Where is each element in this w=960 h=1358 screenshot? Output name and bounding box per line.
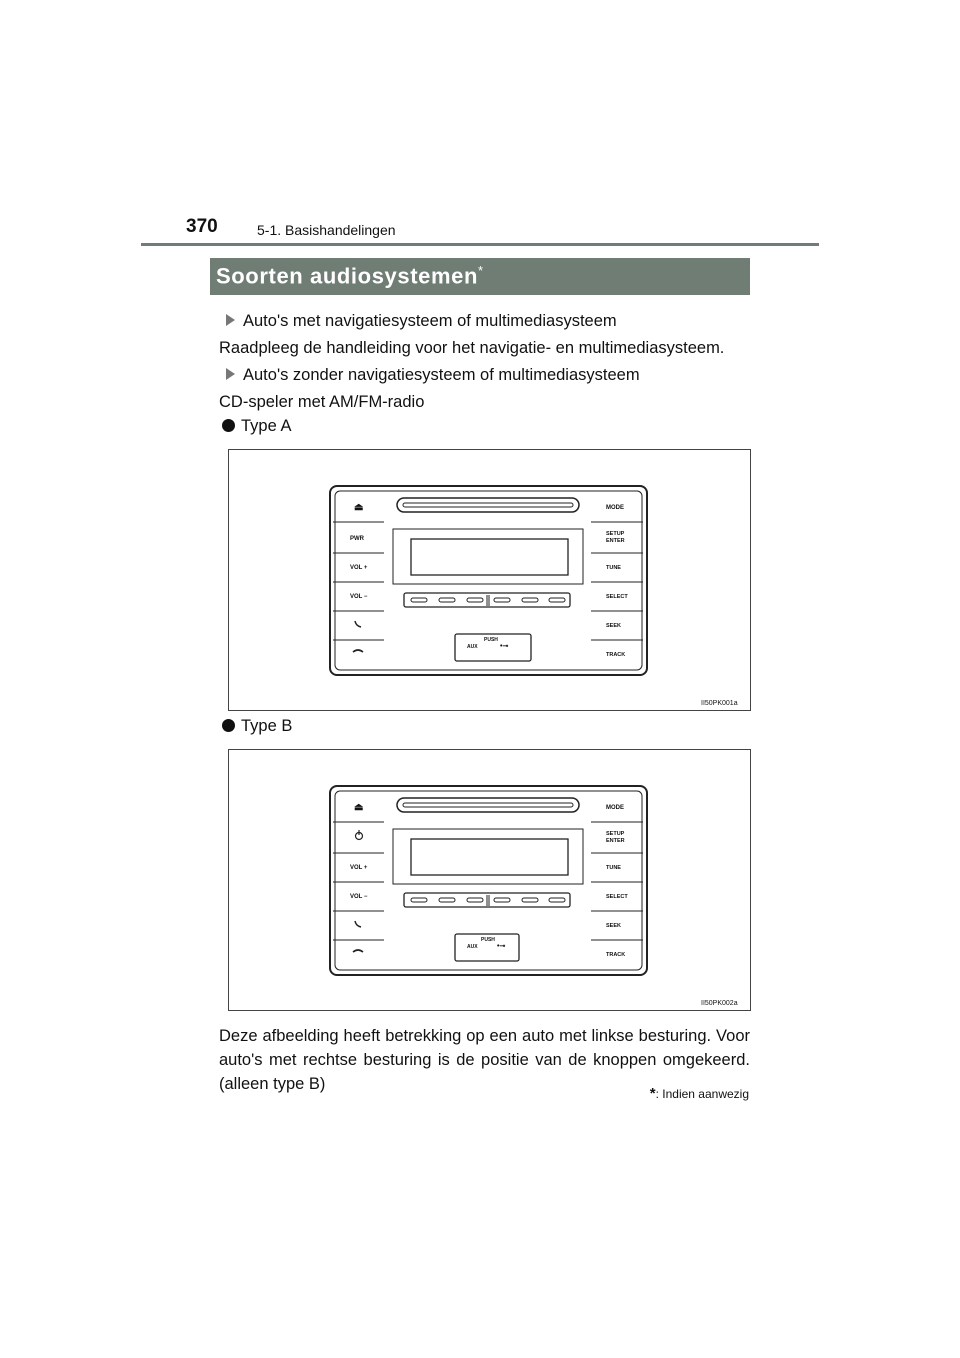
svg-text:TRACK: TRACK bbox=[606, 952, 626, 958]
power-icon bbox=[356, 830, 363, 840]
type-a-heading: Type A bbox=[222, 417, 291, 436]
radio-panel-type-b bbox=[229, 750, 750, 1010]
steering-note: Deze afbeelding heeft betrekking op een auto met linkse besturing. Voor auto's met rechtse besturing is de positie van de knoppen omgekeerd. (alleen type B) bbox=[219, 1027, 750, 1093]
pwr-label: PWR bbox=[350, 536, 364, 542]
nav-with-text: Raadpleeg de handleiding voor het navigatie- en multimediasysteem. bbox=[219, 339, 725, 357]
svg-text:AUX: AUX bbox=[467, 644, 478, 650]
svg-text:ENTER: ENTER bbox=[606, 838, 625, 844]
figure-type-a bbox=[228, 449, 751, 711]
svg-text:ENTER: ENTER bbox=[606, 538, 625, 544]
asterisk-marker: * bbox=[478, 263, 484, 278]
figure-code: II50PK002a bbox=[701, 1000, 738, 1007]
header-rule bbox=[141, 243, 819, 246]
vol-up-label: VOL + bbox=[350, 565, 368, 571]
svg-text:AUX: AUX bbox=[467, 944, 478, 950]
svg-text:SEEK: SEEK bbox=[606, 923, 621, 929]
svg-text:PUSH: PUSH bbox=[484, 637, 498, 643]
svg-text:SELECT: SELECT bbox=[606, 594, 628, 600]
phone-call-icon bbox=[355, 921, 361, 927]
section-title-bar bbox=[210, 258, 750, 295]
section-label: 5-1. Basishandelingen bbox=[257, 222, 396, 238]
svg-text:MODE: MODE bbox=[606, 805, 624, 811]
phone-call-icon bbox=[355, 621, 361, 627]
bullet-nav-without: Auto's zonder navigatiesysteem of multimediasysteem bbox=[226, 366, 640, 385]
page-number: 370 bbox=[186, 216, 218, 237]
svg-text:SELECT: SELECT bbox=[606, 894, 628, 900]
svg-text:TUNE: TUNE bbox=[606, 865, 621, 871]
eject-label: ⏏ bbox=[354, 802, 364, 813]
radio-panel-type-a bbox=[229, 450, 750, 710]
svg-text:SETUP: SETUP bbox=[606, 531, 625, 537]
svg-text:PUSH: PUSH bbox=[481, 937, 495, 943]
svg-text:•⊸: •⊸ bbox=[500, 643, 509, 650]
round-bullet-icon bbox=[222, 719, 235, 732]
figure-type-b bbox=[228, 749, 751, 1011]
phone-hangup-icon bbox=[353, 950, 363, 952]
vol-up-label: VOL + bbox=[350, 865, 368, 871]
svg-text:TRACK: TRACK bbox=[606, 652, 626, 658]
type-b-heading: Type B bbox=[222, 717, 292, 736]
cd-player-text: CD-speler met AM/FM-radio bbox=[219, 393, 425, 411]
svg-text:SEEK: SEEK bbox=[606, 623, 621, 629]
footnote: *: Indien aanwezig bbox=[649, 1085, 749, 1102]
svg-text:MODE: MODE bbox=[606, 505, 624, 511]
triangle-bullet-icon bbox=[226, 314, 235, 326]
bullet-nav-with: Auto's met navigatiesysteem of multimediasysteem bbox=[226, 312, 617, 331]
svg-text:•⊸: •⊸ bbox=[497, 943, 506, 950]
figure-code: II50PK001a bbox=[701, 700, 738, 707]
triangle-bullet-icon bbox=[226, 368, 235, 380]
section-title: Soorten audiosystemen* bbox=[216, 263, 484, 289]
eject-label: ⏏ bbox=[354, 502, 364, 513]
vol-down-label: VOL − bbox=[350, 594, 368, 600]
round-bullet-icon bbox=[222, 419, 235, 432]
svg-text:SETUP: SETUP bbox=[606, 831, 625, 837]
phone-hangup-icon bbox=[353, 650, 363, 652]
svg-text:TUNE: TUNE bbox=[606, 565, 621, 571]
vol-down-label: VOL − bbox=[350, 894, 368, 900]
